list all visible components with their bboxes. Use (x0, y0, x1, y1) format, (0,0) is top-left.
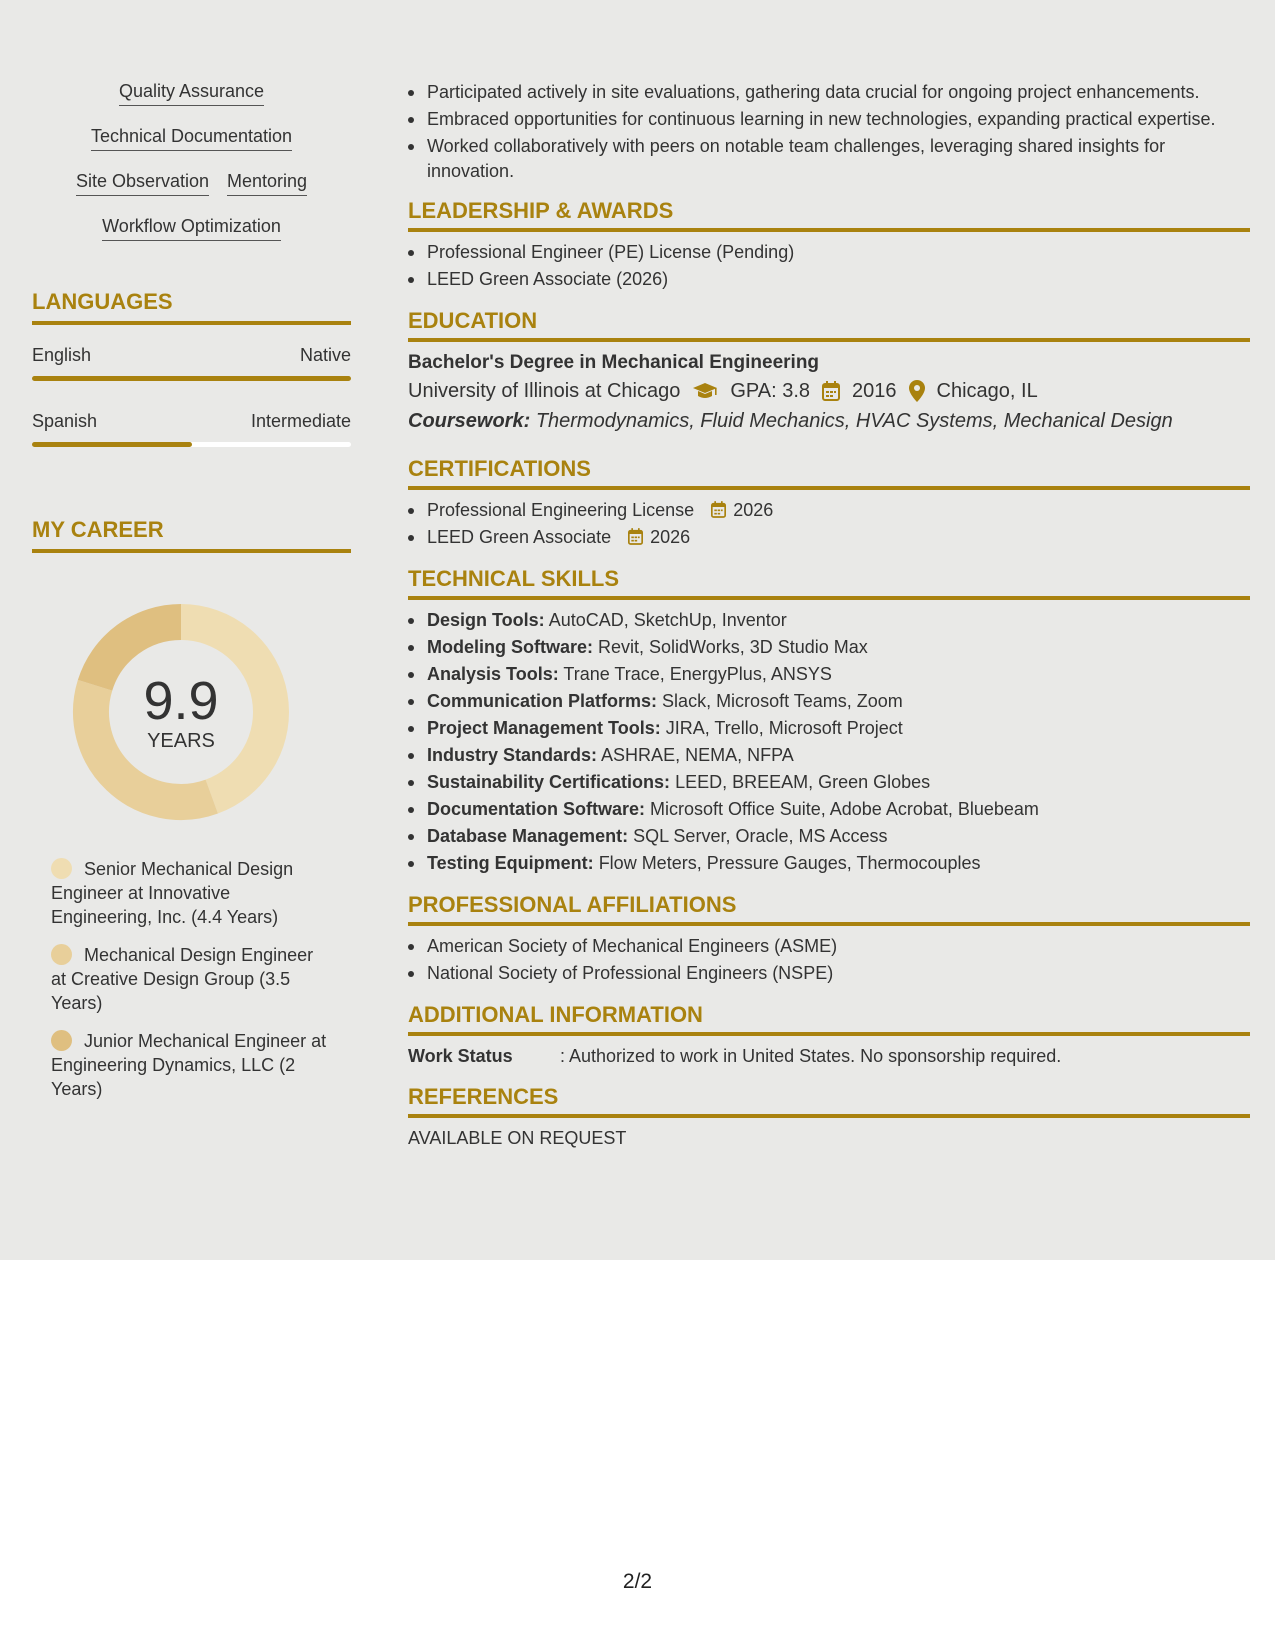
calendar-icon (822, 381, 840, 401)
education-location: Chicago, IL (936, 380, 1038, 402)
list-item: Embraced opportunities for continuous learning in new technologies, expanding practical expertise. (408, 107, 1250, 132)
language-level: Intermediate (250, 411, 351, 431)
certification-name: Professional Engineering License (427, 500, 695, 520)
skill-value: ASHRAE, NEMA, NFPA (601, 745, 794, 765)
technical-skills-heading: TECHNICAL SKILLS (408, 566, 1250, 600)
skill-label: Sustainability Certifications: (427, 772, 671, 792)
skill-tag: Site Observation (76, 170, 209, 196)
certifications-heading: CERTIFICATIONS (408, 456, 1250, 490)
skill-value: Microsoft Office Suite, Adobe Acrobat, Bluebeam (650, 799, 1039, 819)
list-item (408, 743, 1250, 768)
career-legend (51, 857, 331, 1101)
education-degree: Bachelor's Degree in Mechanical Engineering (408, 352, 820, 373)
technical-skills-list (408, 608, 1250, 876)
coursework-label: Coursework: (408, 410, 531, 432)
list-item: Worked collaboratively with peers on notable team challenges, leveraging shared insights for innovation. (408, 134, 1250, 184)
education-heading: EDUCATION (408, 308, 1250, 342)
language-bar-fill (32, 376, 351, 381)
language-bar (32, 442, 351, 447)
certification-name: LEED Green Associate (427, 527, 612, 547)
skill-label: Design Tools: (427, 610, 545, 630)
leadership-list (408, 240, 1250, 292)
skill-tag: Workflow Optimization (102, 215, 281, 241)
legend-label: Senior Mechanical Design Engineer at Innovative Engineering, Inc. (4.4 Years) (51, 859, 294, 927)
calendar-icon (711, 501, 726, 518)
list-item (408, 498, 1250, 523)
education-coursework (408, 406, 1250, 436)
language-name: English (32, 345, 92, 365)
list-item: National Society of Professional Engineers (NSPE) (408, 961, 1250, 986)
list-item (408, 635, 1250, 660)
certification-year: 2026 (733, 500, 774, 520)
legend-label: Junior Mechanical Engineer at Engineering Dynamics, LLC (2 Years) (51, 1031, 327, 1099)
skill-label: Modeling Software: (427, 637, 593, 657)
certifications-list (408, 498, 1250, 550)
skill-label: Project Management Tools: (427, 718, 661, 738)
legend-dot (51, 858, 72, 879)
career-heading: MY CAREER (32, 517, 351, 553)
coursework-value: Thermodynamics, Fluid Mechanics, HVAC Systems, Mechanical Design (535, 410, 1173, 432)
legend-label: Mechanical Design Engineer at Creative Design Group (3.5 Years) (51, 945, 314, 1013)
legend-dot (51, 1030, 72, 1051)
references-text: AVAILABLE ON REQUEST (408, 1128, 627, 1148)
skill-value: LEED, BREEAM, Green Globes (675, 772, 931, 792)
skill-tags (32, 80, 351, 241)
skill-value: Flow Meters, Pressure Gauges, Thermocouples (598, 853, 981, 873)
language-bar (32, 376, 351, 381)
list-item (408, 824, 1250, 849)
calendar-icon (628, 528, 643, 545)
education-school: University of Illinois at Chicago (408, 380, 681, 402)
sidebar (32, 80, 351, 1115)
work-status-value: : Authorized to work in United States. No sponsorship required. (560, 1046, 1062, 1066)
list-item: Professional Engineer (PE) License (Pending) (408, 240, 1250, 265)
career-donut (66, 597, 296, 827)
list-item (408, 716, 1250, 741)
main-column (408, 80, 1250, 1150)
list-item (408, 770, 1250, 795)
language-item (32, 411, 351, 447)
legend-dot (51, 944, 72, 965)
language-level: Native (299, 345, 351, 365)
skill-value: Revit, SolidWorks, 3D Studio Max (598, 637, 868, 657)
language-bar-fill (32, 442, 192, 447)
page-number: 2/2 (622, 1570, 653, 1593)
affiliations-heading: PROFESSIONAL AFFILIATIONS (408, 892, 1250, 926)
languages-heading: LANGUAGES (32, 289, 351, 325)
list-item (408, 608, 1250, 633)
skill-label: Industry Standards: (427, 745, 598, 765)
career-legend-item (51, 1029, 331, 1101)
skill-value: Trane Trace, EnergyPlus, ANSYS (563, 664, 832, 684)
education-details (408, 376, 1250, 406)
leadership-heading: LEADERSHIP & AWARDS (408, 198, 1250, 232)
work-status (408, 1044, 1250, 1068)
list-item: LEED Green Associate (2026) (408, 267, 1250, 292)
affiliations-list (408, 934, 1250, 986)
list-item (408, 689, 1250, 714)
location-pin-icon (909, 380, 925, 402)
list-item (408, 525, 1250, 550)
skill-tag: Technical Documentation (91, 125, 292, 151)
certification-year: 2026 (650, 527, 691, 547)
skill-label: Documentation Software: (427, 799, 646, 819)
career-legend-item (51, 857, 331, 929)
work-status-label: Work Status (408, 1046, 513, 1066)
language-item (32, 345, 351, 381)
skill-tag: Quality Assurance (119, 80, 264, 106)
skill-label: Database Management: (427, 826, 629, 846)
skill-label: Analysis Tools: (427, 664, 559, 684)
skill-value: JIRA, Trello, Microsoft Project (665, 718, 903, 738)
skill-label: Testing Equipment: (427, 853, 594, 873)
skill-tag: Mentoring (227, 170, 307, 196)
list-item (408, 851, 1250, 876)
graduation-cap-icon (692, 382, 718, 400)
list-item: American Society of Mechanical Engineers (ASME) (408, 934, 1250, 959)
skill-value: Slack, Microsoft Teams, Zoom (662, 691, 903, 711)
list-item (408, 797, 1250, 822)
experience-bullets (408, 80, 1250, 184)
career-unit: YEARS (147, 729, 215, 752)
education-year: 2016 (852, 380, 897, 402)
additional-info-heading: ADDITIONAL INFORMATION (408, 1002, 1250, 1036)
list-item (408, 662, 1250, 687)
career-total: 9.9 (143, 670, 219, 731)
skill-value: AutoCAD, SketchUp, Inventor (548, 610, 787, 630)
skill-value: SQL Server, Oracle, MS Access (633, 826, 888, 846)
references-heading: REFERENCES (408, 1084, 1250, 1118)
skill-label: Communication Platforms: (427, 691, 658, 711)
language-name: Spanish (32, 411, 98, 431)
education-gpa: GPA: 3.8 (730, 380, 811, 402)
career-legend-item (51, 943, 331, 1015)
list-item: Participated actively in site evaluations, gathering data crucial for ongoing project enhancements. (408, 80, 1250, 105)
